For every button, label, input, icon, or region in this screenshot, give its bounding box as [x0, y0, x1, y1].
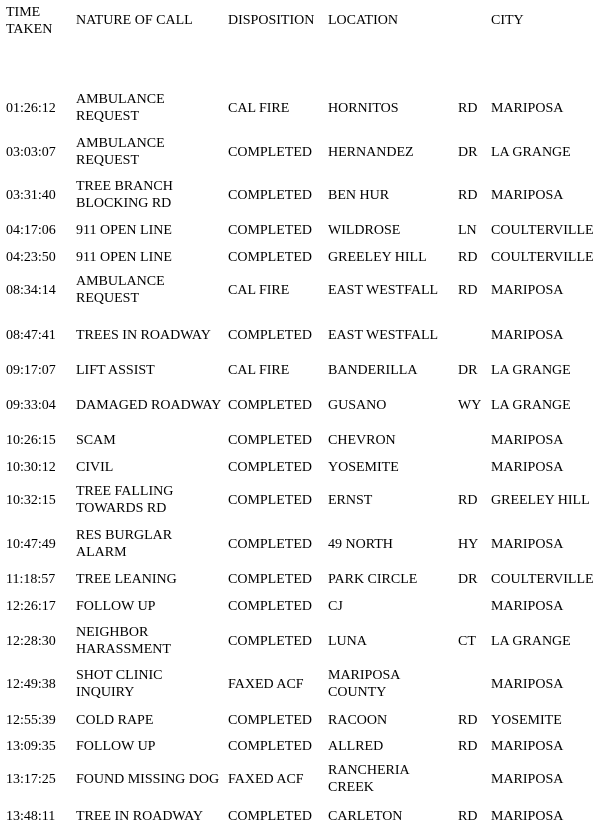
nature-cell: TREES IN ROADWAY	[76, 327, 211, 343]
disposition-cell: COMPLETED	[228, 144, 312, 160]
nature-cell: FOLLOW UP	[76, 598, 156, 614]
city-cell: LA GRANGE	[491, 144, 571, 160]
time-cell: 13:09:35	[6, 738, 56, 754]
suffix-cell: DR	[458, 571, 478, 587]
header-city: CITY	[491, 13, 524, 28]
time-cell: 12:55:39	[6, 712, 56, 728]
city-cell: GREELEY HILL	[491, 492, 590, 508]
suffix-cell: DR	[458, 144, 478, 160]
location-cell: EAST WESTFALL	[328, 327, 439, 343]
disposition-cell: FAXED ACF	[228, 676, 304, 692]
time-cell: 10:30:12	[6, 459, 56, 475]
time-cell: 01:26:12	[6, 100, 56, 116]
time-cell: 12:26:17	[6, 598, 56, 614]
time-cell: 10:32:15	[6, 492, 56, 508]
city-cell: MARIPOSA	[491, 598, 564, 614]
time-cell: 12:49:38	[6, 676, 56, 692]
location-cell: ALLRED	[328, 738, 384, 754]
disposition-cell: CAL FIRE	[228, 282, 290, 298]
suffix-cell: RD	[458, 492, 478, 508]
disposition-cell: CAL FIRE	[228, 362, 290, 378]
suffix-cell	[458, 665, 488, 703]
nature-cell: TREE BRANCH BLOCKING RD	[76, 179, 173, 211]
time-cell: 13:17:25	[6, 771, 56, 787]
nature-cell: TREE LEANING	[76, 571, 177, 587]
city-cell: MARIPOSA	[491, 100, 564, 116]
header-location: LOCATION	[328, 13, 398, 28]
city-cell: MARIPOSA	[491, 738, 564, 754]
location-cell: ERNST	[328, 492, 373, 508]
time-cell: 10:26:15	[6, 432, 56, 448]
header-disposition: DISPOSITION	[228, 13, 315, 28]
disposition-cell: COMPLETED	[228, 808, 312, 824]
nature-cell: SCAM	[76, 432, 116, 448]
location-cell: CARLETON	[328, 808, 403, 824]
time-cell: 13:48:11	[6, 808, 56, 824]
location-cell: CHEVRON	[328, 432, 396, 448]
nature-cell: NEIGHBOR HARASSMENT	[76, 625, 171, 657]
location-cell: CJ	[328, 598, 343, 614]
location-cell: YOSEMITE	[328, 459, 399, 475]
disposition-cell: COMPLETED	[228, 459, 312, 475]
city-cell: MARIPOSA	[491, 432, 564, 448]
location-cell: HERNANDEZ	[328, 144, 414, 160]
location-cell: RANCHERIA CREEK	[328, 763, 409, 795]
time-cell: 03:31:40	[6, 187, 56, 203]
location-cell: WILDROSE	[328, 222, 401, 238]
time-cell: 12:28:30	[6, 633, 56, 649]
location-cell: EAST WESTFALL	[328, 282, 439, 298]
disposition-cell: COMPLETED	[228, 397, 312, 413]
city-cell: COULTERVILLE	[491, 571, 594, 587]
disposition-cell: COMPLETED	[228, 571, 312, 587]
suffix-cell: RD	[458, 187, 478, 203]
time-cell: 04:23:50	[6, 249, 56, 265]
disposition-cell: COMPLETED	[228, 222, 312, 238]
disposition-cell: COMPLETED	[228, 249, 312, 265]
city-cell: MARIPOSA	[491, 327, 564, 343]
header-suffix	[458, 12, 488, 32]
city-cell: COULTERVILLE	[491, 222, 594, 238]
suffix-cell	[458, 595, 488, 617]
nature-cell: AMBULANCE REQUEST	[76, 136, 165, 168]
time-cell: 10:47:49	[6, 536, 56, 552]
suffix-cell: DR	[458, 362, 478, 378]
city-cell: COULTERVILLE	[491, 249, 594, 265]
disposition-cell: COMPLETED	[228, 187, 312, 203]
disposition-cell: COMPLETED	[228, 712, 312, 728]
suffix-cell: HY	[458, 536, 479, 552]
location-cell: RACOON	[328, 712, 388, 728]
suffix-cell	[458, 456, 488, 478]
city-cell: MARIPOSA	[491, 676, 564, 692]
location-cell: GREELEY HILL	[328, 249, 427, 265]
time-cell: 03:03:07	[6, 144, 56, 160]
header-nature-of-call: NATURE OF CALL	[76, 13, 193, 28]
header-row	[0, 0, 614, 42]
city-cell: MARIPOSA	[491, 771, 564, 787]
city-cell: YOSEMITE	[491, 712, 562, 728]
disposition-cell: COMPLETED	[228, 432, 312, 448]
disposition-cell: COMPLETED	[228, 327, 312, 343]
nature-cell: FOUND MISSING DOG	[76, 771, 220, 787]
nature-cell: 911 OPEN LINE	[76, 249, 172, 265]
suffix-cell: RD	[458, 249, 478, 265]
location-cell: BEN HUR	[328, 187, 390, 203]
nature-cell: SHOT CLINIC INQUIRY	[76, 668, 163, 700]
time-cell: 08:47:41	[6, 327, 56, 343]
city-cell: MARIPOSA	[491, 187, 564, 203]
suffix-cell: RD	[458, 738, 478, 754]
nature-cell: RES BURGLAR ALARM	[76, 528, 173, 560]
location-cell: GUSANO	[328, 397, 387, 413]
disposition-cell: COMPLETED	[228, 633, 312, 649]
city-cell: MARIPOSA	[491, 459, 564, 475]
time-cell: 09:17:07	[6, 362, 56, 378]
city-cell: LA GRANGE	[491, 397, 571, 413]
nature-cell: AMBULANCE REQUEST	[76, 274, 165, 306]
suffix-cell: RD	[458, 100, 478, 116]
suffix-cell	[458, 316, 488, 354]
nature-cell: COLD RAPE	[76, 712, 154, 728]
nature-cell: TREE FALLING TOWARDS RD	[76, 484, 174, 516]
city-cell: LA GRANGE	[491, 633, 571, 649]
disposition-cell: FAXED ACF	[228, 771, 304, 787]
location-cell: HORNITOS	[328, 100, 399, 116]
suffix-cell: RD	[458, 282, 478, 298]
disposition-cell: CAL FIRE	[228, 100, 290, 116]
location-cell: LUNA	[328, 633, 367, 649]
nature-cell: AMBULANCE REQUEST	[76, 92, 165, 124]
nature-cell: 911 OPEN LINE	[76, 222, 172, 238]
suffix-cell: WY	[458, 397, 482, 413]
suffix-cell: CT	[458, 633, 476, 649]
city-cell: MARIPOSA	[491, 282, 564, 298]
nature-cell: CIVIL	[76, 459, 114, 475]
nature-cell: LIFT ASSIST	[76, 362, 155, 378]
suffix-cell: RD	[458, 712, 478, 728]
city-cell: MARIPOSA	[491, 808, 564, 824]
time-cell: 09:33:04	[6, 397, 56, 413]
disposition-cell: COMPLETED	[228, 536, 312, 552]
disposition-cell: COMPLETED	[228, 598, 312, 614]
nature-cell: DAMAGED ROADWAY	[76, 397, 222, 413]
time-cell: 08:34:14	[6, 282, 56, 298]
location-cell: 49 NORTH	[328, 536, 393, 552]
city-cell: MARIPOSA	[491, 536, 564, 552]
disposition-cell: COMPLETED	[228, 738, 312, 754]
suffix-cell: LN	[458, 222, 477, 238]
location-cell: BANDERILLA	[328, 362, 418, 378]
time-cell: 04:17:06	[6, 222, 56, 238]
city-cell: LA GRANGE	[491, 362, 571, 378]
suffix-cell: RD	[458, 808, 478, 824]
time-cell: 11:18:57	[6, 571, 56, 587]
nature-cell: TREE IN ROADWAY	[76, 808, 204, 824]
header-time-taken: TIME TAKEN	[6, 5, 53, 37]
nature-cell: FOLLOW UP	[76, 738, 156, 754]
suffix-cell	[458, 760, 488, 798]
suffix-cell	[458, 429, 488, 451]
location-cell: PARK CIRCLE	[328, 571, 418, 587]
location-cell: MARIPOSA COUNTY	[328, 668, 400, 700]
disposition-cell: COMPLETED	[228, 492, 312, 508]
